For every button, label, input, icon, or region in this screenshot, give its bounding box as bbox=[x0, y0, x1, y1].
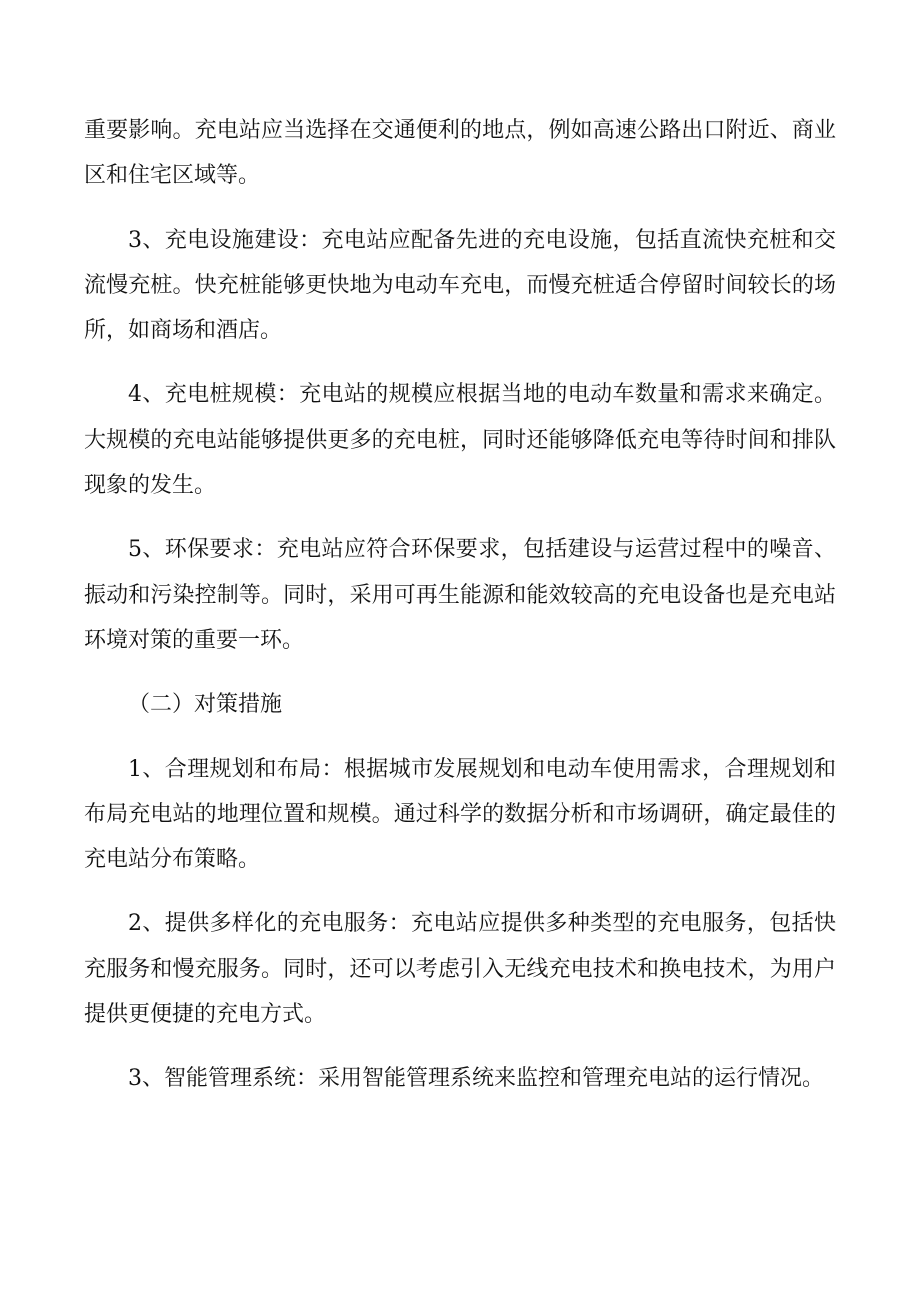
paragraph-continuation: 重要影响。充电站应当选择在交通便利的地点，例如高速公路出口附近、商业区和住宅区域等。 bbox=[84, 118, 836, 189]
section-heading-countermeasures: （二）对策措施 bbox=[128, 692, 283, 718]
paragraph-smart-management: 3、智能管理系统：采用智能管理系统来监控和管理充电站的运行情况。 bbox=[128, 1066, 824, 1092]
paragraph-diverse-services: 2、提供多样化的充电服务：充电站应提供多种类型的充电服务，包括快充服务和慢充服务。同时，还可以考虑引入无线充电技术和换电技术，为用户提供更便捷的充电方式。 bbox=[84, 911, 836, 1028]
paragraph-environmental-requirements: 5、环保要求：充电站应符合环保要求，包括建设与运营过程中的噪音、振动和污染控制等。同时，采用可再生能源和能效较高的充电设备也是充电站环境对策的重要一环。 bbox=[84, 537, 836, 653]
paragraph-charging-facilities: 3、充电设施建设：充电站应配备先进的充电设施，包括直流快充桩和交流慢充桩。快充桩能够更快地为电动车充电，而慢充桩适合停留时间较长的场所，如商场和酒店。 bbox=[84, 227, 836, 344]
document-body bbox=[84, 108, 836, 1121]
paragraph-charging-pile-scale: 4、充电桩规模：充电站的规模应根据当地的电动车数量和需求来确定。大规模的充电站能够提供更多的充电桩，同时还能够降低充电等待时间和排队现象的发生。 bbox=[84, 382, 836, 499]
paragraph-planning-layout: 1、合理规划和布局：根据城市发展规划和电动车使用需求，合理规划和布局充电站的地理位置和规模。通过科学的数据分析和市场调研，确定最佳的充电站分布策略。 bbox=[84, 756, 836, 873]
